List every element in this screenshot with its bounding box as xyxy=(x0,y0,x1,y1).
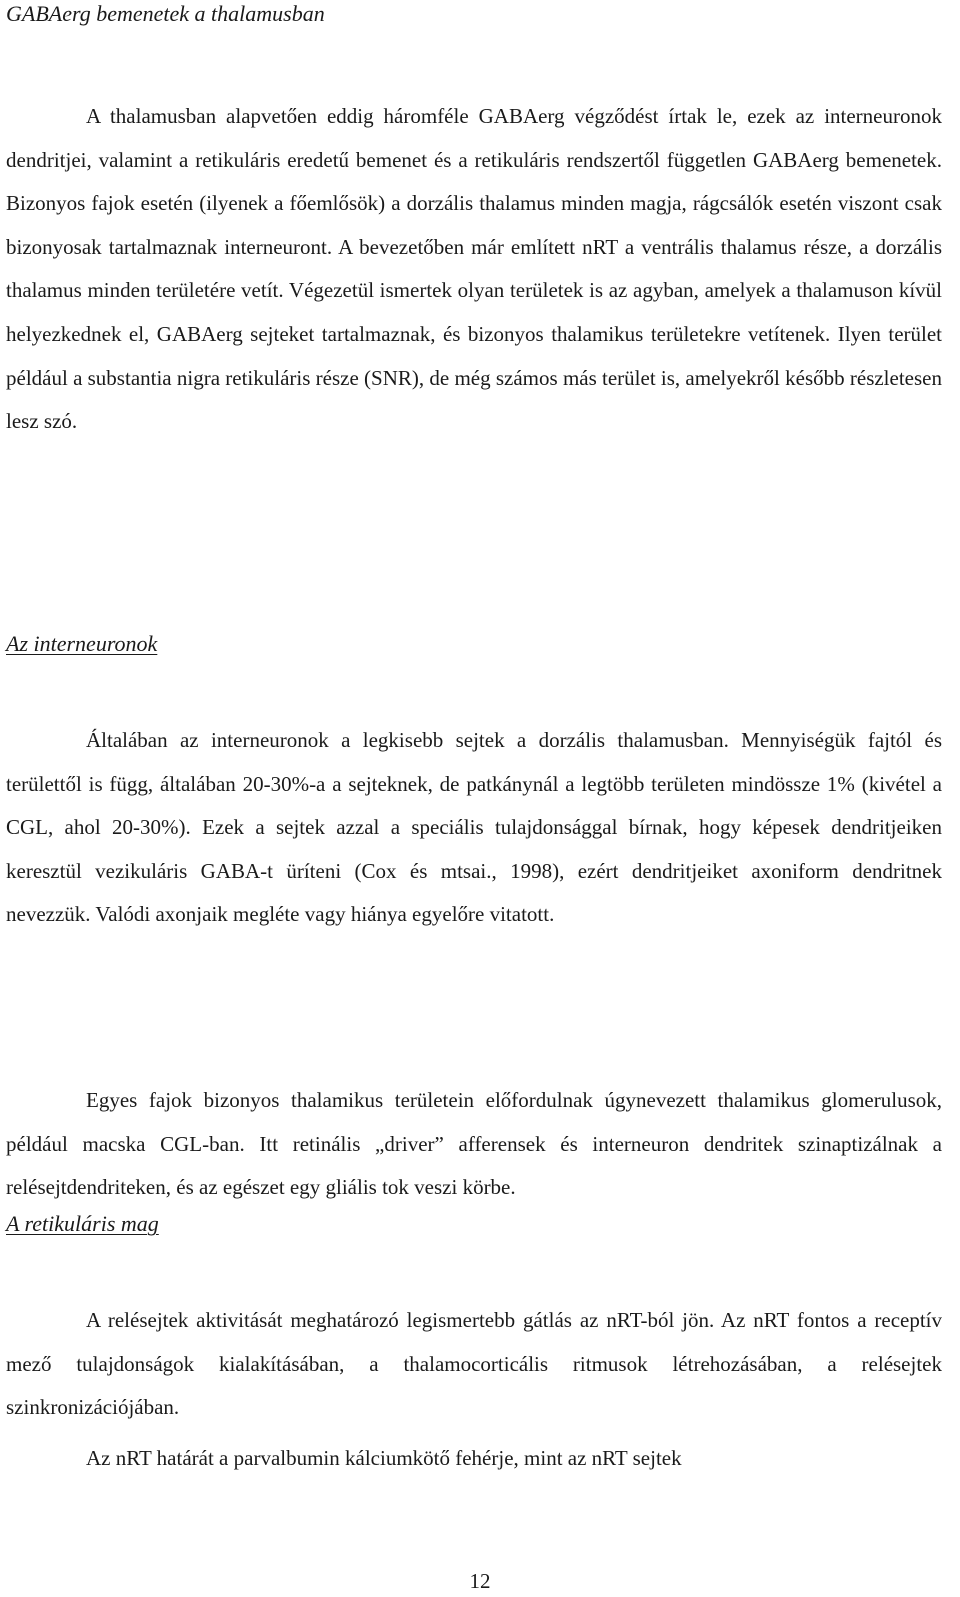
paragraph-interneurons-general: Általában az interneuronok a legkisebb sejtek a dorzális thalamusban. Mennyiségük fajtól és területtől is függ, általában 20-30%-a a sejteknek, de patkánynál a legtöbb területen mindössze 1% (kivétel a CGL, ahol 20-30%). Ezek a sejtek azzal a speciális tulajdonsággal bírnak, hogy képesek dendritjeiken keresztül vezikuláris GABA-t üríteni (Cox és mtsai., 1998), ezért dendritjeiket axoniform dendritnek nevezzük. Valódi axonjaik megléte vagy hiánya egyelőre vitatott. xyxy=(6,728,942,927)
page-number: 12 xyxy=(469,1569,491,1593)
section-heading-interneurons: Az interneuronok xyxy=(6,631,158,656)
section-heading-reticular-nucleus: A retikuláris mag xyxy=(6,1211,159,1236)
paragraph-gabaerg-intro: A thalamusban alapvetően eddig háromféle GABAerg végződést írtak le, ezek az interneuronok dendritjei, valamint a retikuláris eredetű bemenet és a retikuláris rendszertől független GABAerg bemenetek. Bizonyos fajok esetén (ilyenek a főemlősök) a dorzális thalamus minden magja, rágcsálók esetén viszont csak bizonyosak tartalmaznak interneuront. A bevezetőben már említett nRT a ventrális thalamus része, a dorzális thalamus minden területére vetít. Végezetül ismertek olyan területek is az agyban, amelyek a thalamuson kívül helyezkednek el, GABAerg sejteket tartalmaznak, és bizonyos thalamikus területekre vetítenek. Ilyen terület például a substantia nigra retikuláris része (SNR), de még számos más terület is, amelyekről később részletesen lesz szó. xyxy=(6,104,942,434)
paragraph-glomerulus: Egyes fajok bizonyos thalamikus területein előfordulnak úgynevezett thalamikus glomerulusok, például macska CGL-ban. Itt retinális „driver” afferensek és interneuron dendritek szinaptizálnak a relésejtdendriteken, és az egészet egy gliális tok veszi körbe. xyxy=(6,1088,942,1200)
paragraph-reticular-inhibition: A relésejtek aktivitását meghatározó legismertebb gátlás az nRT-ból jön. Az nRT fontos a receptív mező tulajdonságok kialakításában, a thalamocorticális ritmusok létrehozásában, a relésejtek szinkronizációjában. xyxy=(6,1308,942,1420)
section-heading-gabaerg-inputs: GABAerg bemenetek a thalamusban xyxy=(6,1,325,26)
paragraph-parvalbumin: Az nRT határát a parvalbumin kálciumkötő fehérje, mint az nRT sejtek xyxy=(86,1446,682,1470)
